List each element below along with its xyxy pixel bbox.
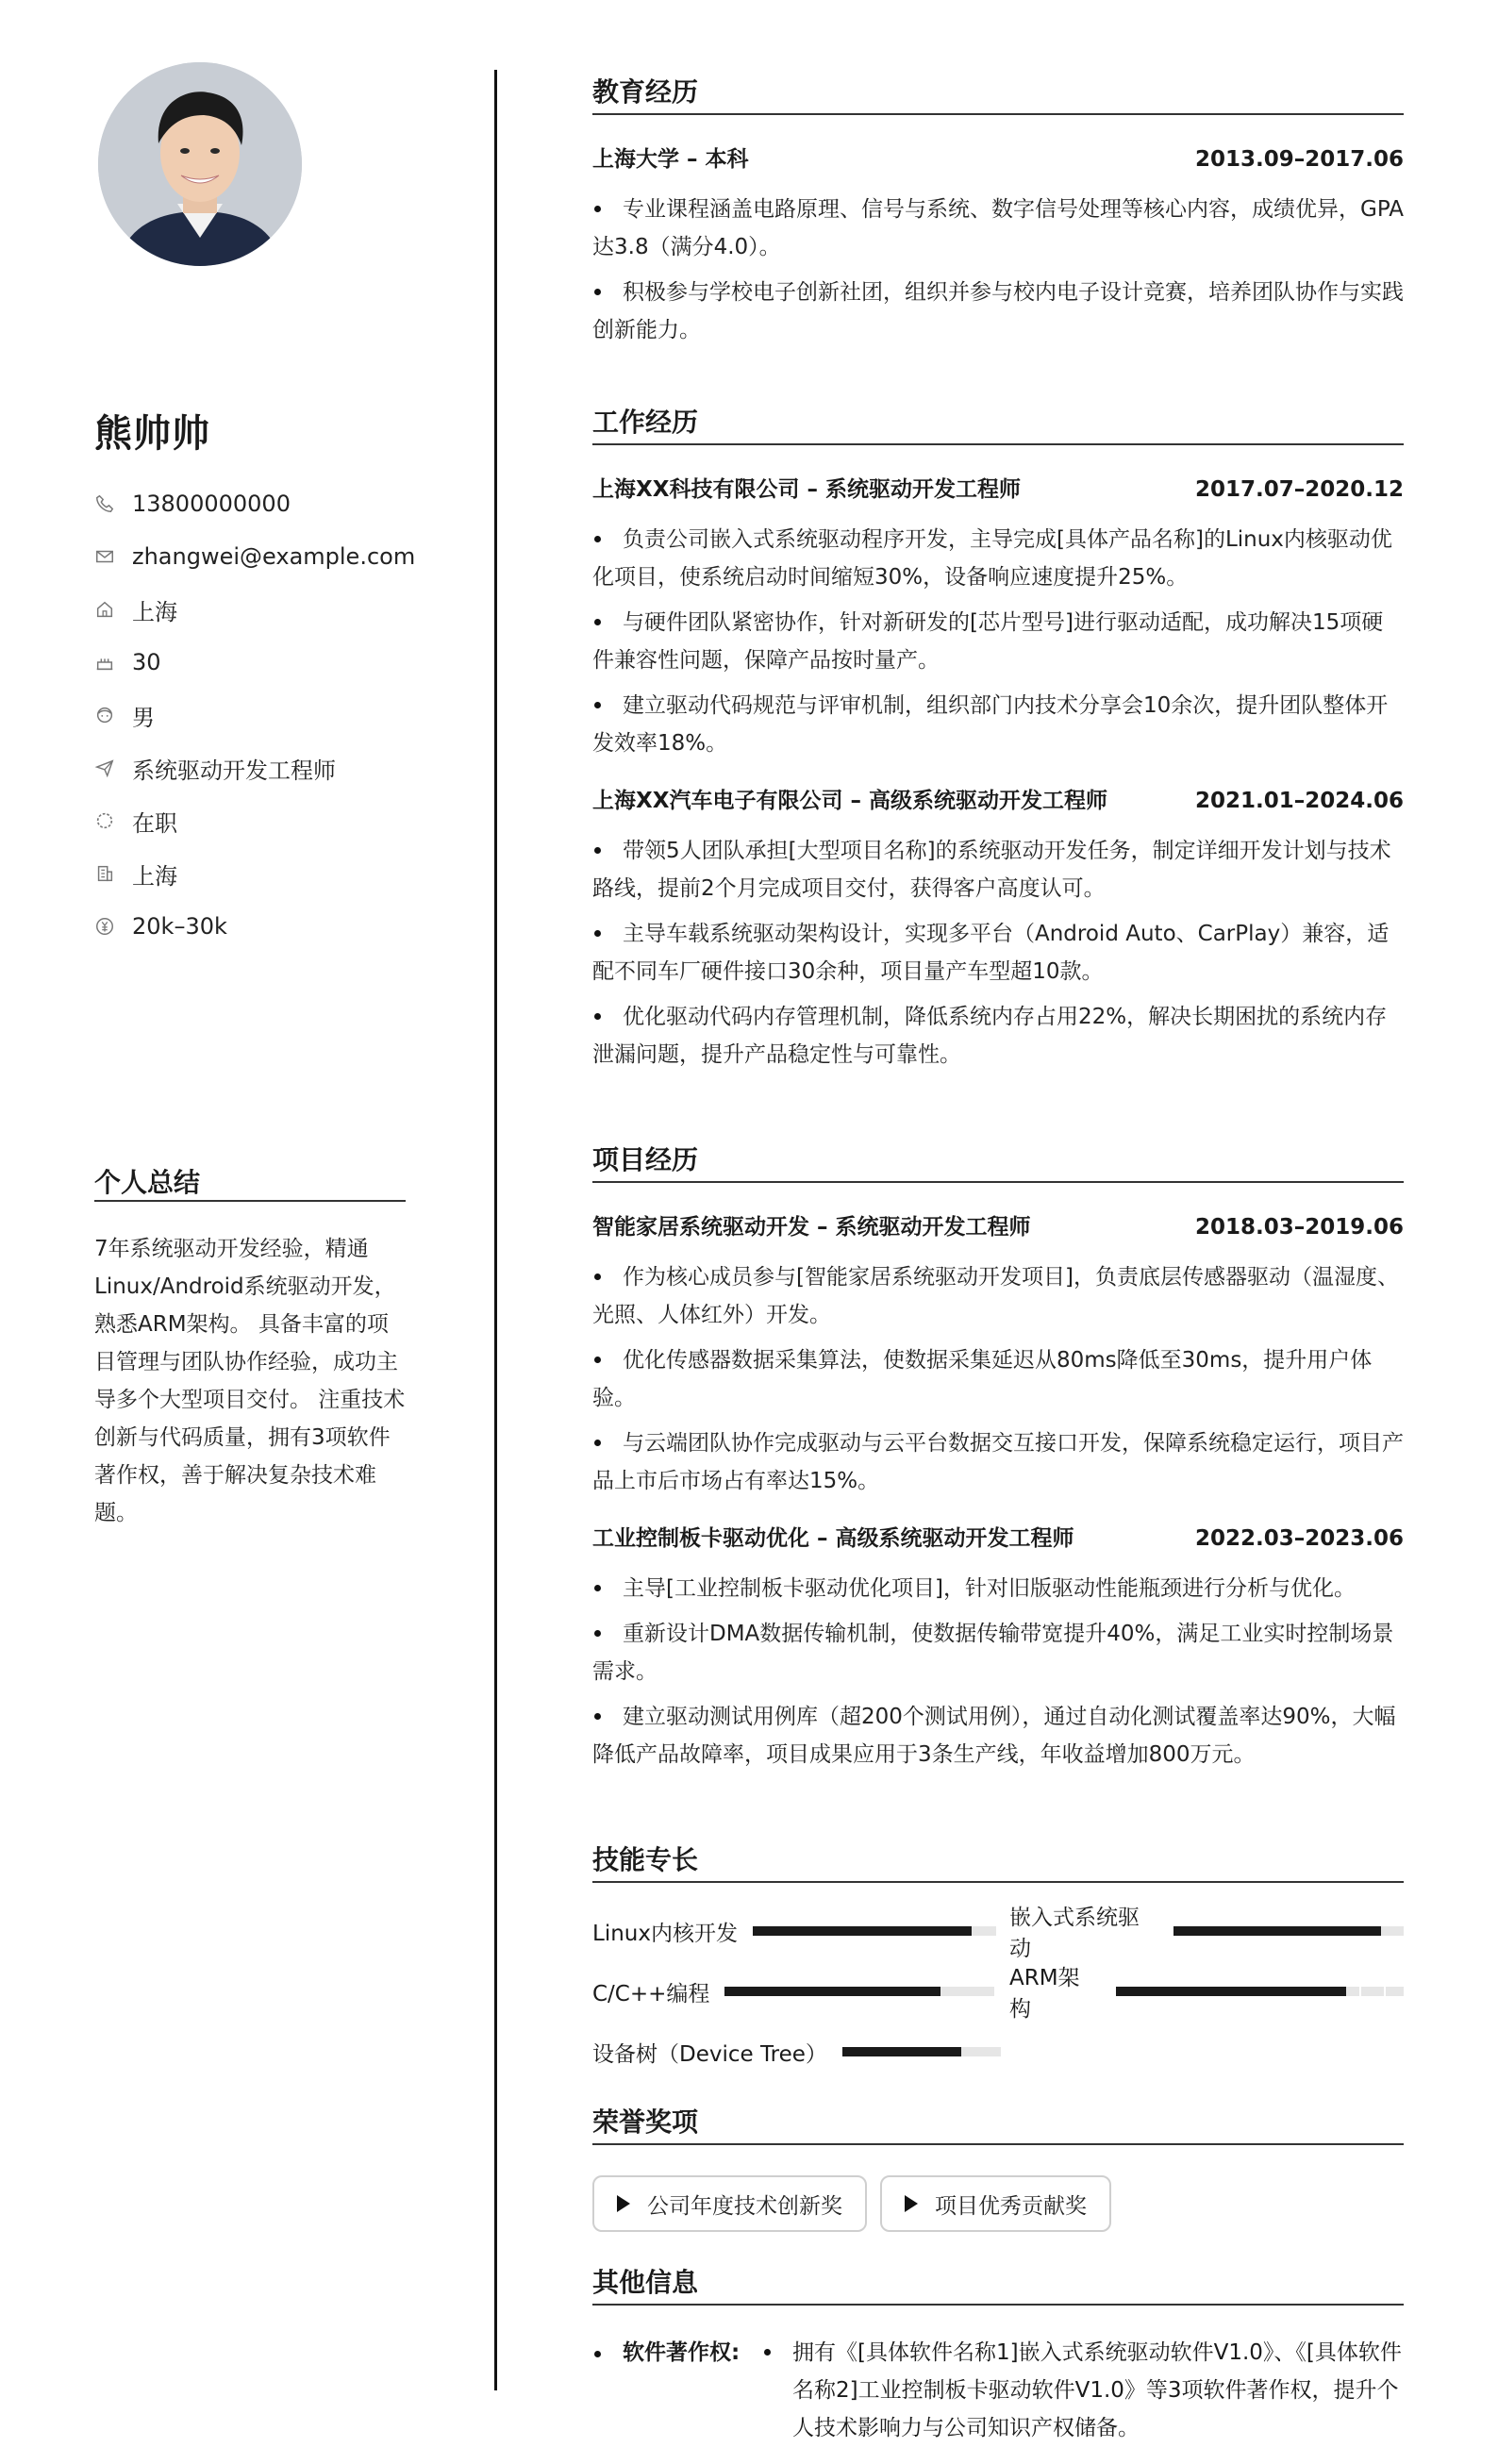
candidate-name: 熊帅帅 [94, 412, 210, 456]
awards-list [592, 2175, 1404, 2232]
award-tag [592, 2175, 867, 2232]
bullet-item: 积极参与学校电子创新社团，组织并参与校内电子设计竞赛，培养团队协作与实践创新能力。 [592, 274, 1404, 349]
entry-heading: 上海大学 – 本科 [592, 147, 749, 172]
info-email-text: zhangwei@example.com [132, 543, 416, 570]
section-rule [592, 2304, 1404, 2306]
section-rule [592, 1181, 1404, 1183]
entry-heading: 上海XX汽车电子有限公司 – 高级系统驱动开发工程师 [592, 789, 1107, 813]
skill-bar-fill [1173, 1926, 1380, 1936]
entry-date: 2017.07–2020.12 [1194, 477, 1404, 502]
bullet-item: 与云端团队协作完成驱动与云平台数据交互接口开发，保障系统稳定运行，项目产品上市后市场占有率达15%。 [592, 1424, 1404, 1500]
status-icon [94, 810, 115, 831]
info-city [94, 847, 415, 900]
summary-text: 7年系统驱动开发经验，精通Linux/Android系统驱动开发，熟悉ARM架构。 具备丰富的项目管理与团队协作经验，成功主导多个大型项目交付。 注重技术创新与代码质量，拥有3项软件著作权，善于解决复杂技术难题。 [94, 1237, 406, 1525]
entry-date: 2018.03–2019.06 [1194, 1215, 1404, 1240]
award-label: 公司年度技术创新奖 [647, 2193, 842, 2219]
section-rule [592, 1881, 1404, 1883]
send-icon [94, 758, 115, 778]
education-title: 教育经历 [592, 76, 699, 108]
play-icon [617, 2195, 630, 2212]
play-icon [905, 2195, 918, 2212]
skill-bar-fill [753, 1926, 972, 1936]
awards-section [592, 2104, 1404, 2232]
cake-icon [94, 652, 115, 673]
info-job-target-text: 系统驱动开发工程师 [132, 757, 336, 784]
skill-bar [753, 1926, 996, 1936]
info-salary-text: 20k–30k [132, 913, 227, 940]
column-divider [494, 70, 497, 2390]
work-title: 工作经历 [592, 407, 699, 438]
skill-bar [724, 1987, 994, 1996]
info-age [94, 636, 415, 689]
info-gender-text: 男 [132, 704, 155, 731]
info-location-text: 上海 [132, 598, 177, 625]
summary-rule [94, 1200, 406, 1202]
award-tag [880, 2175, 1111, 2232]
work-section [592, 404, 1404, 1081]
section-rule [592, 443, 1404, 445]
skill-label: 嵌入式系统驱动 [1009, 1906, 1140, 1961]
skill-bar [1173, 1926, 1404, 1936]
avatar [98, 62, 302, 266]
entry-heading: 工业控制板卡驱动优化 – 高级系统驱动开发工程师 [592, 1526, 1074, 1551]
section-rule [592, 2143, 1404, 2145]
info-status [94, 794, 415, 847]
sidebar [0, 0, 495, 2464]
bullet-item: 与硬件团队紧密协作，针对新研发的[芯片型号]进行驱动适配，成功解决15项硬件兼容性问题，保障产品按时量产。 [592, 604, 1404, 679]
salary-icon [94, 916, 115, 937]
projects-section [592, 1141, 1404, 1781]
project-bullets [592, 1570, 1404, 1773]
contact-info-list [94, 477, 415, 953]
bullet-item: 优化驱动代码内存管理机制，降低系统内存占用22%，解决长期困扰的系统内存泄漏问题，提升产品稳定性与可靠性。 [592, 998, 1404, 1074]
entry-heading: 智能家居系统驱动开发 – 系统驱动开发工程师 [592, 1215, 1031, 1240]
awards-title: 荣誉奖项 [592, 2106, 699, 2138]
skill-item [592, 1915, 996, 1947]
info-status-text: 在职 [132, 809, 177, 837]
info-salary [94, 900, 415, 953]
bullet-item: 作为核心成员参与[智能家居系统驱动开发项目]，负责底层传感器驱动（温湿度、光照、人体红外）开发。 [592, 1258, 1404, 1334]
skill-bar-fill [842, 2047, 961, 2056]
skill-item [592, 1975, 994, 2007]
other-item [592, 2334, 1404, 2447]
project-entry-head [592, 1523, 1404, 1555]
bullet-item: 主导[工业控制板卡驱动优化项目]，针对旧版驱动性能瓶颈进行分析与优化。 [592, 1570, 1404, 1607]
bullet-item: 负责公司嵌入式系统驱动程序开发，主导完成[具体产品名称]的Linux内核驱动优化项目，使系统启动时间缩短30%，设备响应速度提升25%。 [592, 521, 1404, 596]
skill-label: C/C++编程 [592, 1981, 710, 2006]
projects-title: 项目经历 [592, 1144, 699, 1175]
other-section [592, 2264, 1404, 2447]
skill-label: Linux内核开发 [592, 1921, 738, 1946]
entry-date: 2013.09–2017.06 [1194, 147, 1404, 172]
bullet-item: 带领5人团队承担[大型项目名称]的系统驱动开发任务，制定详细开发计划与技术路线，提前2个月完成项目交付，获得客户高度认可。 [592, 832, 1404, 907]
info-location [94, 583, 415, 636]
skill-label: ARM架构 [1009, 1966, 1080, 2022]
award-label: 项目优秀贡献奖 [935, 2193, 1087, 2219]
education-section [592, 74, 1404, 357]
entry-date: 2022.03–2023.06 [1194, 1526, 1404, 1551]
skills-section [592, 1841, 1404, 2094]
project-bullets [592, 1258, 1404, 1500]
summary-title: 个人总结 [94, 1167, 201, 1198]
info-city-text: 上海 [132, 862, 177, 890]
info-email [94, 530, 415, 583]
skill-bar-fill [724, 1987, 940, 1996]
work-entry-head [592, 785, 1404, 817]
bullet-item: 建立驱动代码规范与评审机制，组织部门内技术分享会10余次，提升团队整体开发效率18%。 [592, 687, 1404, 762]
info-phone [94, 477, 415, 530]
info-gender [94, 689, 415, 741]
skill-label: 设备树（Device Tree） [592, 2041, 827, 2067]
section-rule [592, 113, 1404, 115]
work-entry-head [592, 474, 1404, 506]
skill-item [592, 2036, 1001, 2068]
bullet-item: 重新设计DMA数据传输机制，使数据传输带宽提升40%，满足工业实时控制场景需求。 [592, 1615, 1404, 1690]
education-entry-head [592, 143, 1404, 175]
skill-bar [842, 2047, 1001, 2056]
phone-icon [94, 493, 115, 514]
skills-title: 技能专长 [592, 1844, 699, 1875]
building-icon [94, 863, 115, 884]
skills-grid [592, 1906, 1404, 2094]
project-entry-head [592, 1211, 1404, 1243]
info-age-text: 30 [132, 649, 161, 675]
education-bullets [592, 191, 1404, 349]
home-icon [94, 599, 115, 620]
avatar-photo [98, 62, 302, 266]
skill-item [1009, 1966, 1404, 2022]
other-key: 软件著作权: [623, 2340, 741, 2365]
other-title: 其他信息 [592, 2267, 699, 2298]
bullet-item: 建立驱动测试用例库（超200个测试用例），通过自动化测试覆盖率达90%，大幅降低产品故障率，项目成果应用于3条生产线，年收益增加800万元。 [592, 1698, 1404, 1773]
skill-bar [1116, 1987, 1404, 1996]
entry-heading: 上海XX科技有限公司 – 系统驱动开发工程师 [592, 477, 1021, 502]
work-bullets [592, 521, 1404, 762]
skill-bar-fill [1116, 1987, 1346, 1996]
mail-icon [94, 546, 115, 567]
bullet-item: 专业课程涵盖电路原理、信号与系统、数字信号处理等核心内容，成绩优异，GPA达3.8（满分4.0）。 [592, 191, 1404, 266]
person-icon [94, 705, 115, 725]
work-bullets [592, 832, 1404, 1074]
info-phone-text: 13800000000 [132, 491, 291, 517]
info-job-target [94, 741, 415, 794]
skill-item [1009, 1906, 1404, 1961]
entry-date: 2021.01–2024.06 [1194, 789, 1404, 813]
other-value: 拥有《[具体软件名称1]嵌入式系统驱动软件V1.0》、《[具体软件名称2]工业控制板卡驱动软件V1.0》等3项软件著作权，提升个人技术影响力与公司知识产权储备。 [762, 2334, 1404, 2447]
bullet-item: 优化传感器数据采集算法，使数据采集延迟从80ms降低至30ms，提升用户体验。 [592, 1341, 1404, 1417]
bullet-item: 主导车载系统驱动架构设计，实现多平台（Android Auto、CarPlay）兼容，适配不同车厂硬件接口30余种，项目量产车型超10款。 [592, 915, 1404, 991]
